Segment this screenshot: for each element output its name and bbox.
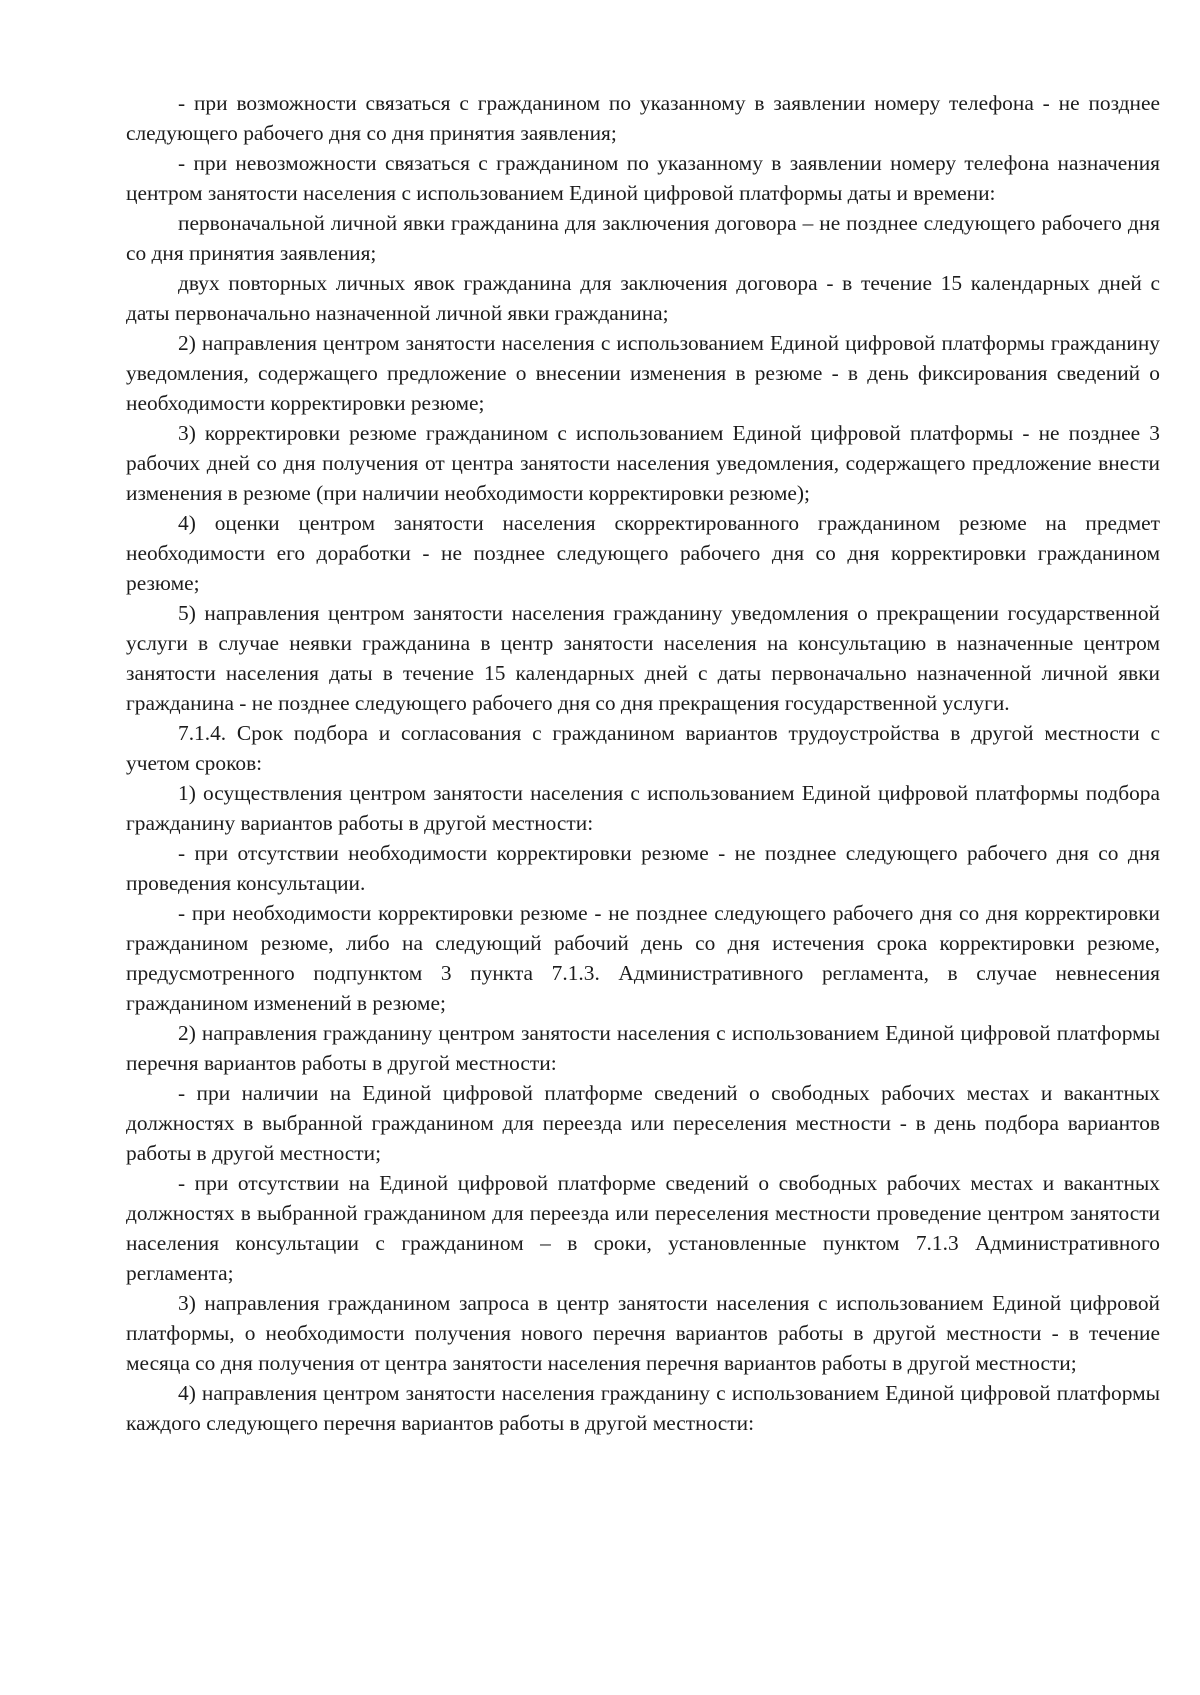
- paragraph: 3) направления гражданином запроса в центр занятости населения с использованием Единой цифровой платформы, о необходимости получения нового перечня вариантов работы в другой местности - в течение месяца со дня получения от центра занятости населения перечня вариантов работы в другой местности;: [126, 1291, 1160, 1375]
- paragraph: - при отсутствии на Единой цифровой платформе сведений о свободных рабочих местах и вакантных должностях в выбранной гражданином для переезда или переселения местности проведение центром занятости населения консультации с гражданином – в сроки, установленные пунктом 7.1.3 Административного регламента;: [126, 1171, 1160, 1285]
- paragraph: - при наличии на Единой цифровой платформе сведений о свободных рабочих местах и вакантных должностях в выбранной гражданином для переезда или переселения местности - в день подбора вариантов работы в другой местности;: [126, 1081, 1160, 1165]
- paragraph: первоначальной личной явки гражданина для заключения договора – не позднее следующего рабочего дня со дня принятия заявления;: [126, 211, 1160, 265]
- document-body: [126, 88, 1160, 1438]
- paragraph: 4) направления центром занятости населения гражданину с использованием Единой цифровой платформы каждого следующего перечня вариантов работы в другой местности:: [126, 1381, 1160, 1435]
- paragraph: - при возможности связаться с гражданином по указанному в заявлении номеру телефона - не позднее следующего рабочего дня со дня принятия заявления;: [126, 91, 1160, 145]
- paragraph: 2) направления центром занятости населения с использованием Единой цифровой платформы гражданину уведомления, содержащего предложение о внесении изменения в резюме - в день фиксирования сведений о необходимости корректировки резюме;: [126, 331, 1160, 415]
- paragraph: 1) осуществления центром занятости населения с использованием Единой цифровой платформы подбора гражданину вариантов работы в другой местности:: [126, 781, 1160, 835]
- paragraph: - при необходимости корректировки резюме - не позднее следующего рабочего дня со дня корректировки гражданином резюме, либо на следующий рабочий день со дня истечения срока корректировки резюме, предусмотренного подпунктом 3 пункта 7.1.3. Административного регламента, в случае невнесения гражданином изменений в резюме;: [126, 901, 1160, 1015]
- paragraph: двух повторных личных явок гражданина для заключения договора - в течение 15 календарных дней с даты первоначально назначенной личной явки гражданина;: [126, 271, 1160, 325]
- paragraph: 7.1.4. Срок подбора и согласования с гражданином вариантов трудоустройства в другой местности с учетом сроков:: [126, 721, 1160, 775]
- paragraph: - при отсутствии необходимости корректировки резюме - не позднее следующего рабочего дня со дня проведения консультации.: [126, 841, 1160, 895]
- paragraph: - при невозможности связаться с гражданином по указанному в заявлении номеру телефона назначения центром занятости населения с использованием Единой цифровой платформы даты и времени:: [126, 151, 1160, 205]
- paragraph: 2) направления гражданину центром занятости населения с использованием Единой цифровой платформы перечня вариантов работы в другой местности:: [126, 1021, 1160, 1075]
- paragraph: 4) оценки центром занятости населения скорректированного гражданином резюме на предмет необходимости его доработки - не позднее следующего рабочего дня со дня корректировки гражданином резюме;: [126, 511, 1160, 595]
- paragraph: 5) направления центром занятости населения гражданину уведомления о прекращении государственной услуги в случае неявки гражданина в центр занятости населения на консультацию в назначенные центром занятости населения даты в течение 15 календарных дней с даты первоначально назначенной личной явки гражданина - не позднее следующего рабочего дня со дня прекращения государственной услуги.: [126, 601, 1160, 715]
- paragraph: 3) корректировки резюме гражданином с использованием Единой цифровой платформы - не позднее 3 рабочих дней со дня получения от центра занятости населения уведомления, содержащего предложение внести изменения в резюме (при наличии необходимости корректировки резюме);: [126, 421, 1160, 505]
